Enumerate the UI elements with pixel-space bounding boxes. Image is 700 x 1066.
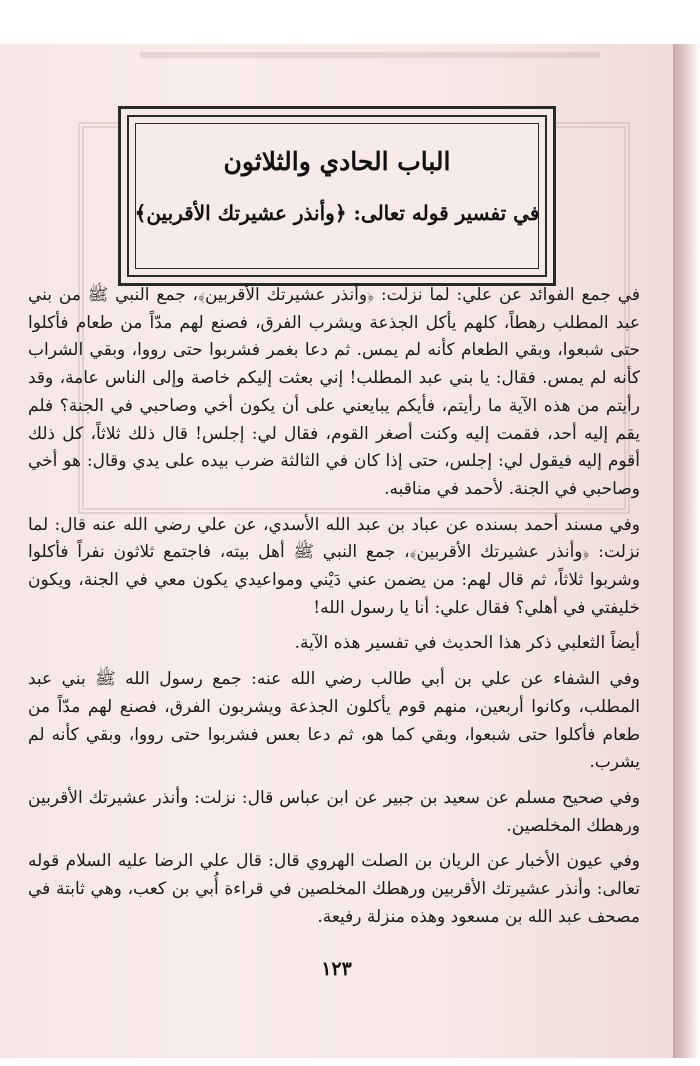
paragraph: أيضاً الثعلبي ذكر هذا الحديث في تفسير هذه الآية. [294,633,640,654]
paragraph: وفي صحيح مسلم عن سعيد بن جبير عن ابن عباس قال: نزلت: وأنذر عشيرتك الأقربين ورهطك المخلصين. [28,787,640,836]
chapter-subtitle: في تفسير قوله تعالى: ﴿وأنذر عشيرتك الأقربين﴾ [134,201,540,225]
paragraph: في جمع الفوائد عن علي: لما نزلت: ﴿وأنذر عشيرتك الأقربين﴾، جمع النبي ﷺ من بني عبد المطلب رهطاً، كلهم يأكل الجذعة ويشرب الفرق، فصنع لهم مدّاً من طعام فأكلوا حتى شبعوا، وبقي الطعام كأنه لم يمس. ثم دعا بغمر فشربوا حتى رووا، وبقي الشراب كأنه لم يمس. فقال: يا بني عبد المطلب! إني بعثت إليكم خاصة وإلى الناس عامة، وقد رأيتم من هذه الآية ما رأيتم، فأيكم يبايعني على أن يكون أخي وصاحبي في الجنة؟ فلم يقم إليه أحد، فقمت إليه وكنت أصغر القوم، فقال لي: إجلس! قال ذلك ثلاثاً، كل ذلك أقوم إليه فيقول لي: إجلس، حتى إذا كان في الثالثة ضرب بيده على يدي وقال: هو أخي وصاحبي في الجنة. لأحمد في مناقبه. [28,285,640,499]
page-edge-shadow [673,44,700,1058]
paragraph: وفي الشفاء عن علي بن أبي طالب رضي الله عنه: جمع رسول الله ﷺ بني عبد المطلب، وكانوا أربعين، منهم قوم يأكلون الجذعة ويشربون الفرق، فصنع لهم مدّاً من طعام فأكلوا حتى شبعوا، وبقي كما هو، ثم دعا بعس فشربوا حتى رووا، وبقي كأنه لم يشرب. [28,669,640,773]
page-number: ١٢٣ [321,958,352,980]
book-page [0,44,673,1058]
chapter-title-frame [118,106,556,286]
chapter-title: الباب الحادي والثلاثون [223,147,451,176]
body-text [28,282,640,931]
paragraph: وفي مسند أحمد بسنده عن عباد بن عبد الله الأسدي، عن علي رضي الله عنه قال: لما نزلت: ﴿وأنذر عشيرتك الأقربين﴾، جمع النبي ﷺ أهل بيته، فاجتمع ثلاثون نفراً فأكلوا وشربوا ثلاثاً، ثم قال لهم: من يضمن عني دَيْني ومواعيدي يكون معي في الجنة، ويكون خليفتي في أهلي؟ فقال علي: أنا يا رسول الله! [28,514,640,618]
paragraph: وفي عيون الأخبار عن الريان بن الصلت الهروي قال: قال علي الرضا عليه السلام قوله تعالى: وأنذر عشيرتك الأقربين ورهطك المخلصين في قراءة أُبي بن كعب، وهي ثابتة في مصحف عبد الله بن مسعود وهذه منزلة رفيعة. [28,851,640,927]
bleed-through-line [140,52,600,58]
